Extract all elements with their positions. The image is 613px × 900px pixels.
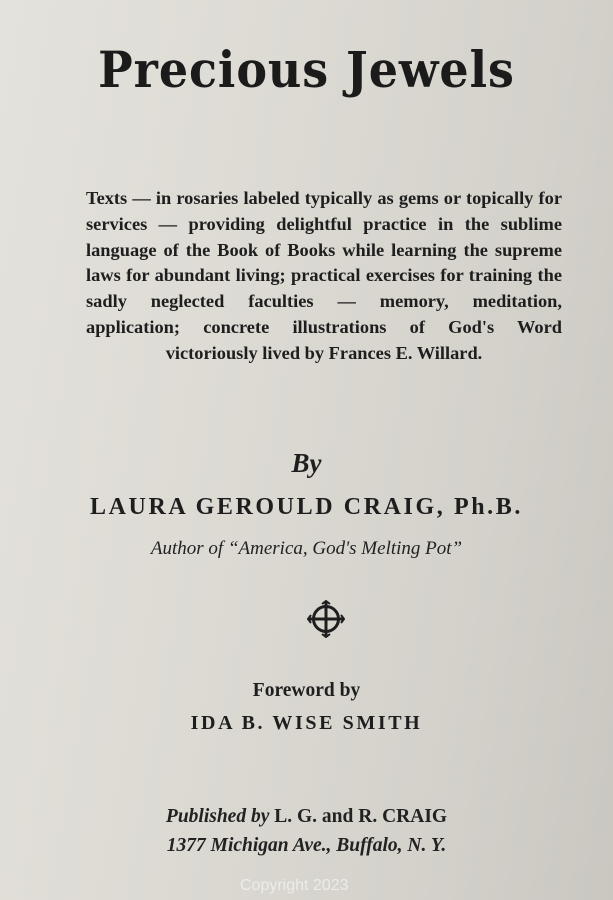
book-title: Precious Jewels xyxy=(98,40,515,99)
copyright-watermark: Copyright 2023 xyxy=(240,877,349,894)
book-description: Texts — in rosaries labeled typically as gems or topically for services — providing delightful practice in the sublime language of the Book of Books while learning the supreme laws for abundant living; practical exercises for training the sadly neglected faculties — memory, meditation, application; concrete illustrations of God's Word victoriously lived by Frances E. Willard. xyxy=(86,188,562,363)
publisher-name: L. G. and R. CRAIG xyxy=(274,806,448,827)
foreword-author: IDA B. WISE SMITH xyxy=(190,712,423,734)
author-note: Author of “America, God's Melting Pot” xyxy=(150,538,463,559)
cross-in-circle-icon xyxy=(307,600,345,638)
foreword-label: Foreword by xyxy=(252,680,361,701)
author-name: LAURA GEROULD CRAIG, Ph.B. xyxy=(90,494,523,520)
by-label: By xyxy=(291,448,322,478)
publisher-line xyxy=(0,806,613,828)
publisher-prefix: Published by xyxy=(165,806,270,827)
publisher-address: 1377 Michigan Ave., Buffalo, N. Y. xyxy=(166,835,447,856)
